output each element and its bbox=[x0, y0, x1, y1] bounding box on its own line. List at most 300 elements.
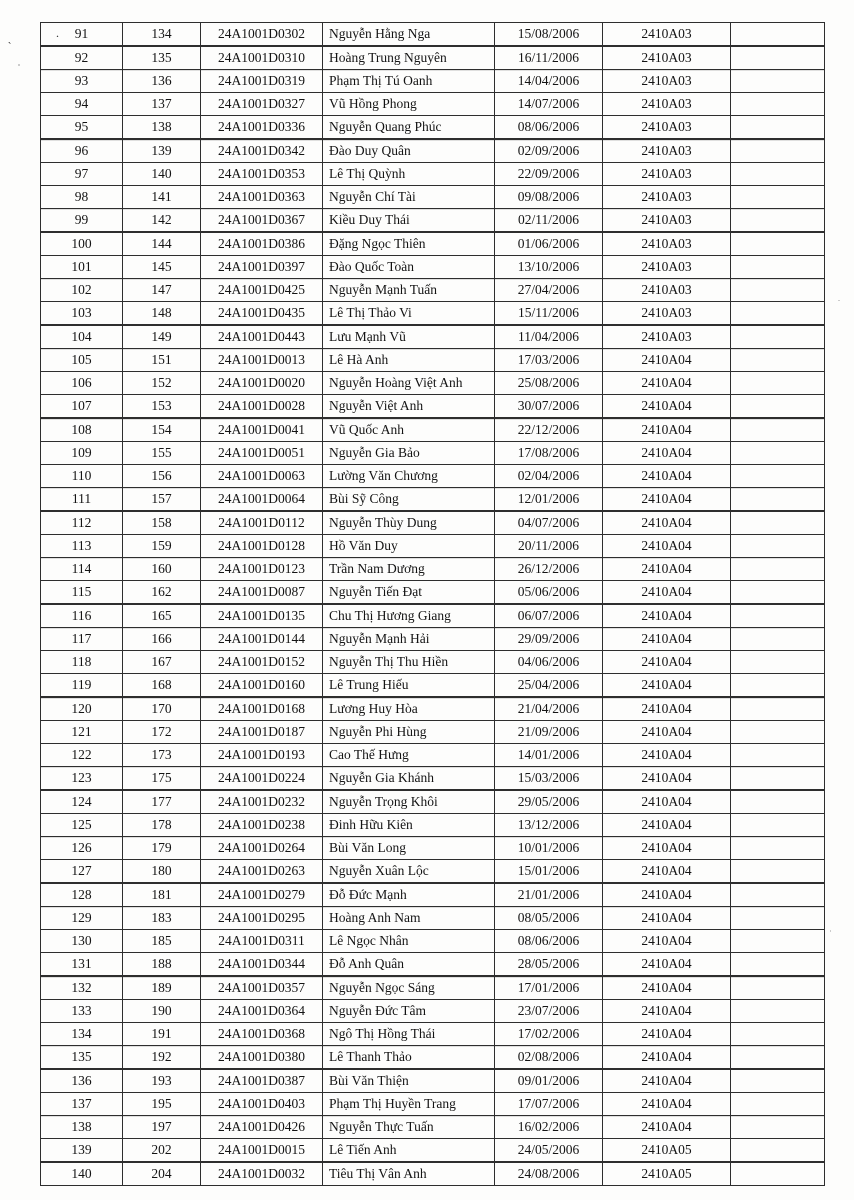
cell-student-id: 24A1001D0425 bbox=[201, 279, 323, 302]
cell-full-name: Hồ Văn Duy bbox=[323, 535, 495, 558]
cell-full-name: Đinh Hữu Kiên bbox=[323, 814, 495, 837]
cell-seq-no: 110 bbox=[41, 465, 123, 488]
cell-student-id: 24A1001D0238 bbox=[201, 814, 323, 837]
table-row bbox=[41, 953, 825, 977]
cell-full-name: Đỗ Đức Mạnh bbox=[323, 883, 495, 907]
cell-blank bbox=[731, 372, 825, 395]
cell-candidate-no: 167 bbox=[123, 651, 201, 674]
cell-seq-no: 121 bbox=[41, 721, 123, 744]
cell-class-code: 2410A04 bbox=[603, 860, 731, 884]
cell-date-of-birth: 15/03/2006 bbox=[495, 767, 603, 791]
cell-blank bbox=[731, 814, 825, 837]
cell-candidate-no: 183 bbox=[123, 907, 201, 930]
cell-seq-no: 131 bbox=[41, 953, 123, 977]
cell-blank bbox=[731, 418, 825, 442]
cell-seq-no: 134 bbox=[41, 1023, 123, 1046]
cell-full-name: Lương Huy Hòa bbox=[323, 697, 495, 721]
cell-seq-no: 135 bbox=[41, 1046, 123, 1070]
cell-candidate-no: 177 bbox=[123, 790, 201, 814]
cell-date-of-birth: 14/01/2006 bbox=[495, 744, 603, 767]
cell-student-id: 24A1001D0193 bbox=[201, 744, 323, 767]
cell-class-code: 2410A04 bbox=[603, 418, 731, 442]
cell-date-of-birth: 29/05/2006 bbox=[495, 790, 603, 814]
cell-blank bbox=[731, 325, 825, 349]
table-row bbox=[41, 1023, 825, 1046]
cell-full-name: Lê Thị Quỳnh bbox=[323, 163, 495, 186]
cell-blank bbox=[731, 163, 825, 186]
cell-blank bbox=[731, 697, 825, 721]
cell-candidate-no: 154 bbox=[123, 418, 201, 442]
cell-full-name: Bùi Sỹ Công bbox=[323, 488, 495, 512]
cell-class-code: 2410A04 bbox=[603, 1046, 731, 1070]
cell-date-of-birth: 17/07/2006 bbox=[495, 1093, 603, 1116]
cell-class-code: 2410A03 bbox=[603, 325, 731, 349]
cell-class-code: 2410A04 bbox=[603, 1069, 731, 1093]
cell-class-code: 2410A03 bbox=[603, 139, 731, 163]
cell-student-id: 24A1001D0232 bbox=[201, 790, 323, 814]
cell-full-name: Nguyễn Gia Khánh bbox=[323, 767, 495, 791]
cell-student-id: 24A1001D0302 bbox=[201, 23, 323, 47]
cell-date-of-birth: 01/06/2006 bbox=[495, 232, 603, 256]
cell-student-id: 24A1001D0279 bbox=[201, 883, 323, 907]
cell-blank bbox=[731, 744, 825, 767]
cell-full-name: Lê Hà Anh bbox=[323, 349, 495, 372]
cell-date-of-birth: 02/09/2006 bbox=[495, 139, 603, 163]
cell-blank bbox=[731, 511, 825, 535]
cell-seq-no: 136 bbox=[41, 1069, 123, 1093]
cell-candidate-no: 197 bbox=[123, 1116, 201, 1139]
table-row bbox=[41, 232, 825, 256]
cell-student-id: 24A1001D0319 bbox=[201, 70, 323, 93]
cell-date-of-birth: 11/04/2006 bbox=[495, 325, 603, 349]
cell-student-id: 24A1001D0327 bbox=[201, 93, 323, 116]
cell-student-id: 24A1001D0336 bbox=[201, 116, 323, 140]
cell-date-of-birth: 02/08/2006 bbox=[495, 1046, 603, 1070]
cell-student-id: 24A1001D0403 bbox=[201, 1093, 323, 1116]
table-row bbox=[41, 209, 825, 233]
cell-candidate-no: 170 bbox=[123, 697, 201, 721]
cell-student-id: 24A1001D0310 bbox=[201, 46, 323, 70]
cell-candidate-no: 144 bbox=[123, 232, 201, 256]
cell-student-id: 24A1001D0368 bbox=[201, 1023, 323, 1046]
cell-date-of-birth: 09/01/2006 bbox=[495, 1069, 603, 1093]
table-row bbox=[41, 442, 825, 465]
cell-student-id: 24A1001D0264 bbox=[201, 837, 323, 860]
cell-student-id: 24A1001D0367 bbox=[201, 209, 323, 233]
table-row bbox=[41, 767, 825, 791]
cell-date-of-birth: 02/04/2006 bbox=[495, 465, 603, 488]
cell-blank bbox=[731, 1139, 825, 1163]
cell-blank bbox=[731, 302, 825, 326]
cell-seq-no: 112 bbox=[41, 511, 123, 535]
cell-full-name: Đặng Ngọc Thiên bbox=[323, 232, 495, 256]
cell-candidate-no: 175 bbox=[123, 767, 201, 791]
cell-candidate-no: 162 bbox=[123, 581, 201, 605]
cell-full-name: Nguyễn Hoàng Việt Anh bbox=[323, 372, 495, 395]
cell-seq-no: 99 bbox=[41, 209, 123, 233]
cell-student-id: 24A1001D0263 bbox=[201, 860, 323, 884]
cell-candidate-no: 157 bbox=[123, 488, 201, 512]
cell-full-name: Phạm Thị Tú Oanh bbox=[323, 70, 495, 93]
cell-date-of-birth: 17/02/2006 bbox=[495, 1023, 603, 1046]
cell-blank bbox=[731, 1046, 825, 1070]
cell-seq-no: 138 bbox=[41, 1116, 123, 1139]
cell-blank bbox=[731, 581, 825, 605]
cell-blank bbox=[731, 953, 825, 977]
cell-seq-no: 109 bbox=[41, 442, 123, 465]
cell-student-id: 24A1001D0443 bbox=[201, 325, 323, 349]
table-row bbox=[41, 883, 825, 907]
cell-class-code: 2410A03 bbox=[603, 302, 731, 326]
cell-candidate-no: 173 bbox=[123, 744, 201, 767]
table-row bbox=[41, 721, 825, 744]
cell-student-id: 24A1001D0144 bbox=[201, 628, 323, 651]
cell-date-of-birth: 25/08/2006 bbox=[495, 372, 603, 395]
cell-student-id: 24A1001D0028 bbox=[201, 395, 323, 419]
cell-full-name: Kiều Duy Thái bbox=[323, 209, 495, 233]
cell-date-of-birth: 20/11/2006 bbox=[495, 535, 603, 558]
cell-date-of-birth: 10/01/2006 bbox=[495, 837, 603, 860]
cell-full-name: Nguyễn Tiến Đạt bbox=[323, 581, 495, 605]
cell-candidate-no: 178 bbox=[123, 814, 201, 837]
cell-date-of-birth: 27/04/2006 bbox=[495, 279, 603, 302]
cell-student-id: 24A1001D0087 bbox=[201, 581, 323, 605]
student-roster-table bbox=[40, 22, 825, 1186]
cell-date-of-birth: 08/06/2006 bbox=[495, 930, 603, 953]
cell-seq-no: 132 bbox=[41, 976, 123, 1000]
cell-candidate-no: 179 bbox=[123, 837, 201, 860]
scan-speck bbox=[18, 64, 20, 66]
cell-date-of-birth: 16/02/2006 bbox=[495, 1116, 603, 1139]
cell-student-id: 24A1001D0344 bbox=[201, 953, 323, 977]
cell-seq-no: 100 bbox=[41, 232, 123, 256]
cell-date-of-birth: 08/05/2006 bbox=[495, 907, 603, 930]
table-row bbox=[41, 23, 825, 47]
cell-class-code: 2410A04 bbox=[603, 976, 731, 1000]
cell-candidate-no: 192 bbox=[123, 1046, 201, 1070]
cell-blank bbox=[731, 256, 825, 279]
cell-class-code: 2410A04 bbox=[603, 1023, 731, 1046]
cell-student-id: 24A1001D0224 bbox=[201, 767, 323, 791]
cell-full-name: Lê Thanh Thảo bbox=[323, 1046, 495, 1070]
cell-class-code: 2410A04 bbox=[603, 372, 731, 395]
cell-seq-no: 104 bbox=[41, 325, 123, 349]
table-row bbox=[41, 697, 825, 721]
table-row bbox=[41, 46, 825, 70]
table-row bbox=[41, 814, 825, 837]
cell-seq-no: 97 bbox=[41, 163, 123, 186]
cell-full-name: Chu Thị Hương Giang bbox=[323, 604, 495, 628]
cell-blank bbox=[731, 1162, 825, 1186]
cell-date-of-birth: 05/06/2006 bbox=[495, 581, 603, 605]
table-row bbox=[41, 395, 825, 419]
table-row bbox=[41, 1069, 825, 1093]
cell-seq-no: 127 bbox=[41, 860, 123, 884]
cell-student-id: 24A1001D0013 bbox=[201, 349, 323, 372]
cell-full-name: Vũ Quốc Anh bbox=[323, 418, 495, 442]
cell-student-id: 24A1001D0032 bbox=[201, 1162, 323, 1186]
cell-class-code: 2410A05 bbox=[603, 1162, 731, 1186]
cell-candidate-no: 135 bbox=[123, 46, 201, 70]
cell-class-code: 2410A04 bbox=[603, 1116, 731, 1139]
cell-candidate-no: 147 bbox=[123, 279, 201, 302]
cell-student-id: 24A1001D0397 bbox=[201, 256, 323, 279]
cell-blank bbox=[731, 790, 825, 814]
cell-class-code: 2410A04 bbox=[603, 465, 731, 488]
cell-student-id: 24A1001D0063 bbox=[201, 465, 323, 488]
cell-candidate-no: 188 bbox=[123, 953, 201, 977]
cell-date-of-birth: 17/03/2006 bbox=[495, 349, 603, 372]
cell-seq-no: 95 bbox=[41, 116, 123, 140]
cell-candidate-no: 145 bbox=[123, 256, 201, 279]
cell-candidate-no: 204 bbox=[123, 1162, 201, 1186]
cell-date-of-birth: 06/07/2006 bbox=[495, 604, 603, 628]
cell-blank bbox=[731, 535, 825, 558]
table-row bbox=[41, 279, 825, 302]
cell-full-name: Tiêu Thị Vân Anh bbox=[323, 1162, 495, 1186]
cell-blank bbox=[731, 93, 825, 116]
cell-candidate-no: 189 bbox=[123, 976, 201, 1000]
table-row bbox=[41, 511, 825, 535]
cell-seq-no: 96 bbox=[41, 139, 123, 163]
cell-blank bbox=[731, 1000, 825, 1023]
cell-date-of-birth: 22/09/2006 bbox=[495, 163, 603, 186]
cell-class-code: 2410A05 bbox=[603, 1139, 731, 1163]
cell-seq-no: 111 bbox=[41, 488, 123, 512]
cell-date-of-birth: 17/01/2006 bbox=[495, 976, 603, 1000]
cell-full-name: Nguyễn Ngọc Sáng bbox=[323, 976, 495, 1000]
scan-speck bbox=[838, 300, 840, 301]
table-row bbox=[41, 93, 825, 116]
cell-blank bbox=[731, 1069, 825, 1093]
cell-full-name: Nguyễn Việt Anh bbox=[323, 395, 495, 419]
cell-class-code: 2410A04 bbox=[603, 349, 731, 372]
cell-blank bbox=[731, 279, 825, 302]
cell-date-of-birth: 26/12/2006 bbox=[495, 558, 603, 581]
cell-full-name: Nguyễn Phi Hùng bbox=[323, 721, 495, 744]
cell-student-id: 24A1001D0357 bbox=[201, 976, 323, 1000]
cell-blank bbox=[731, 604, 825, 628]
cell-candidate-no: 165 bbox=[123, 604, 201, 628]
cell-student-id: 24A1001D0051 bbox=[201, 442, 323, 465]
table-row bbox=[41, 1116, 825, 1139]
cell-candidate-no: 158 bbox=[123, 511, 201, 535]
table-row bbox=[41, 302, 825, 326]
cell-full-name: Vũ Hồng Phong bbox=[323, 93, 495, 116]
cell-candidate-no: 134 bbox=[123, 23, 201, 47]
cell-class-code: 2410A04 bbox=[603, 604, 731, 628]
cell-date-of-birth: 22/12/2006 bbox=[495, 418, 603, 442]
table-row bbox=[41, 628, 825, 651]
cell-candidate-no: 160 bbox=[123, 558, 201, 581]
cell-blank bbox=[731, 70, 825, 93]
cell-candidate-no: 156 bbox=[123, 465, 201, 488]
cell-candidate-no: 136 bbox=[123, 70, 201, 93]
cell-seq-no: 139 bbox=[41, 1139, 123, 1163]
cell-candidate-no: 185 bbox=[123, 930, 201, 953]
table-row bbox=[41, 558, 825, 581]
cell-class-code: 2410A03 bbox=[603, 279, 731, 302]
cell-class-code: 2410A03 bbox=[603, 93, 731, 116]
cell-class-code: 2410A04 bbox=[603, 511, 731, 535]
cell-full-name: Lê Thị Thảo Vi bbox=[323, 302, 495, 326]
cell-date-of-birth: 04/06/2006 bbox=[495, 651, 603, 674]
cell-full-name: Nguyễn Đức Tâm bbox=[323, 1000, 495, 1023]
cell-full-name: Đào Quốc Toàn bbox=[323, 256, 495, 279]
roster-body bbox=[41, 23, 825, 1186]
cell-class-code: 2410A03 bbox=[603, 23, 731, 47]
cell-blank bbox=[731, 883, 825, 907]
cell-date-of-birth: 21/09/2006 bbox=[495, 721, 603, 744]
cell-full-name: Lưu Mạnh Vũ bbox=[323, 325, 495, 349]
table-row bbox=[41, 651, 825, 674]
cell-class-code: 2410A04 bbox=[603, 907, 731, 930]
table-row bbox=[41, 186, 825, 209]
cell-full-name: Nguyễn Thị Thu Hiền bbox=[323, 651, 495, 674]
cell-candidate-no: 181 bbox=[123, 883, 201, 907]
table-row bbox=[41, 1139, 825, 1163]
table-row bbox=[41, 325, 825, 349]
cell-full-name: Nguyễn Mạnh Hải bbox=[323, 628, 495, 651]
cell-candidate-no: 166 bbox=[123, 628, 201, 651]
cell-date-of-birth: 28/05/2006 bbox=[495, 953, 603, 977]
table-row bbox=[41, 674, 825, 698]
table-row bbox=[41, 116, 825, 140]
cell-seq-no: 92 bbox=[41, 46, 123, 70]
cell-student-id: 24A1001D0128 bbox=[201, 535, 323, 558]
table-row bbox=[41, 256, 825, 279]
cell-class-code: 2410A04 bbox=[603, 790, 731, 814]
cell-class-code: 2410A04 bbox=[603, 442, 731, 465]
table-row bbox=[41, 860, 825, 884]
cell-date-of-birth: 17/08/2006 bbox=[495, 442, 603, 465]
cell-date-of-birth: 16/11/2006 bbox=[495, 46, 603, 70]
cell-seq-no: 126 bbox=[41, 837, 123, 860]
cell-blank bbox=[731, 1023, 825, 1046]
cell-student-id: 24A1001D0353 bbox=[201, 163, 323, 186]
cell-candidate-no: 191 bbox=[123, 1023, 201, 1046]
cell-date-of-birth: 24/05/2006 bbox=[495, 1139, 603, 1163]
cell-candidate-no: 155 bbox=[123, 442, 201, 465]
cell-seq-no: 101 bbox=[41, 256, 123, 279]
cell-seq-no: 98 bbox=[41, 186, 123, 209]
cell-candidate-no: 180 bbox=[123, 860, 201, 884]
cell-blank bbox=[731, 139, 825, 163]
cell-candidate-no: 168 bbox=[123, 674, 201, 698]
cell-seq-no: 140 bbox=[41, 1162, 123, 1186]
table-row bbox=[41, 535, 825, 558]
table-row bbox=[41, 581, 825, 605]
cell-seq-no: 130 bbox=[41, 930, 123, 953]
cell-candidate-no: 139 bbox=[123, 139, 201, 163]
table-row bbox=[41, 604, 825, 628]
table-row bbox=[41, 837, 825, 860]
cell-blank bbox=[731, 23, 825, 47]
cell-candidate-no: 141 bbox=[123, 186, 201, 209]
cell-candidate-no: 195 bbox=[123, 1093, 201, 1116]
cell-seq-no: 91 bbox=[41, 23, 123, 47]
cell-student-id: 24A1001D0295 bbox=[201, 907, 323, 930]
cell-class-code: 2410A04 bbox=[603, 628, 731, 651]
cell-seq-no: 115 bbox=[41, 581, 123, 605]
cell-date-of-birth: 04/07/2006 bbox=[495, 511, 603, 535]
table-row bbox=[41, 1093, 825, 1116]
cell-blank bbox=[731, 1093, 825, 1116]
cell-student-id: 24A1001D0435 bbox=[201, 302, 323, 326]
cell-student-id: 24A1001D0187 bbox=[201, 721, 323, 744]
cell-date-of-birth: 14/07/2006 bbox=[495, 93, 603, 116]
cell-date-of-birth: 15/01/2006 bbox=[495, 860, 603, 884]
cell-blank bbox=[731, 186, 825, 209]
cell-candidate-no: 151 bbox=[123, 349, 201, 372]
cell-date-of-birth: 15/11/2006 bbox=[495, 302, 603, 326]
table-row bbox=[41, 418, 825, 442]
table-row bbox=[41, 1046, 825, 1070]
cell-candidate-no: 152 bbox=[123, 372, 201, 395]
cell-student-id: 24A1001D0135 bbox=[201, 604, 323, 628]
table-row bbox=[41, 907, 825, 930]
cell-class-code: 2410A04 bbox=[603, 837, 731, 860]
cell-candidate-no: 202 bbox=[123, 1139, 201, 1163]
cell-full-name: Nguyễn Chí Tài bbox=[323, 186, 495, 209]
cell-blank bbox=[731, 628, 825, 651]
cell-student-id: 24A1001D0112 bbox=[201, 511, 323, 535]
cell-candidate-no: 148 bbox=[123, 302, 201, 326]
cell-date-of-birth: 24/08/2006 bbox=[495, 1162, 603, 1186]
cell-candidate-no: 149 bbox=[123, 325, 201, 349]
cell-class-code: 2410A04 bbox=[603, 535, 731, 558]
cell-full-name: Nguyễn Xuân Lộc bbox=[323, 860, 495, 884]
cell-student-id: 24A1001D0364 bbox=[201, 1000, 323, 1023]
cell-blank bbox=[731, 232, 825, 256]
cell-full-name: Cao Thế Hưng bbox=[323, 744, 495, 767]
cell-seq-no: 94 bbox=[41, 93, 123, 116]
cell-seq-no: 103 bbox=[41, 302, 123, 326]
cell-date-of-birth: 23/07/2006 bbox=[495, 1000, 603, 1023]
cell-blank bbox=[731, 674, 825, 698]
cell-student-id: 24A1001D0152 bbox=[201, 651, 323, 674]
cell-student-id: 24A1001D0380 bbox=[201, 1046, 323, 1070]
cell-full-name: Nguyễn Trọng Khôi bbox=[323, 790, 495, 814]
cell-full-name: Nguyễn Hằng Nga bbox=[323, 23, 495, 47]
cell-date-of-birth: 30/07/2006 bbox=[495, 395, 603, 419]
cell-date-of-birth: 08/06/2006 bbox=[495, 116, 603, 140]
cell-date-of-birth: 21/01/2006 bbox=[495, 883, 603, 907]
cell-blank bbox=[731, 349, 825, 372]
cell-full-name: Nguyễn Mạnh Tuấn bbox=[323, 279, 495, 302]
cell-class-code: 2410A03 bbox=[603, 163, 731, 186]
cell-seq-no: 124 bbox=[41, 790, 123, 814]
cell-student-id: 24A1001D0168 bbox=[201, 697, 323, 721]
cell-class-code: 2410A03 bbox=[603, 186, 731, 209]
cell-full-name: Lường Văn Chương bbox=[323, 465, 495, 488]
cell-seq-no: 120 bbox=[41, 697, 123, 721]
cell-candidate-no: 172 bbox=[123, 721, 201, 744]
table-row bbox=[41, 1000, 825, 1023]
cell-seq-no: 102 bbox=[41, 279, 123, 302]
cell-class-code: 2410A04 bbox=[603, 488, 731, 512]
table-row bbox=[41, 744, 825, 767]
cell-student-id: 24A1001D0123 bbox=[201, 558, 323, 581]
table-row bbox=[41, 139, 825, 163]
cell-full-name: Đào Duy Quân bbox=[323, 139, 495, 163]
cell-date-of-birth: 29/09/2006 bbox=[495, 628, 603, 651]
cell-class-code: 2410A04 bbox=[603, 721, 731, 744]
cell-date-of-birth: 21/04/2006 bbox=[495, 697, 603, 721]
cell-full-name: Lê Ngọc Nhân bbox=[323, 930, 495, 953]
cell-full-name: Nguyễn Thực Tuấn bbox=[323, 1116, 495, 1139]
cell-student-id: 24A1001D0015 bbox=[201, 1139, 323, 1163]
